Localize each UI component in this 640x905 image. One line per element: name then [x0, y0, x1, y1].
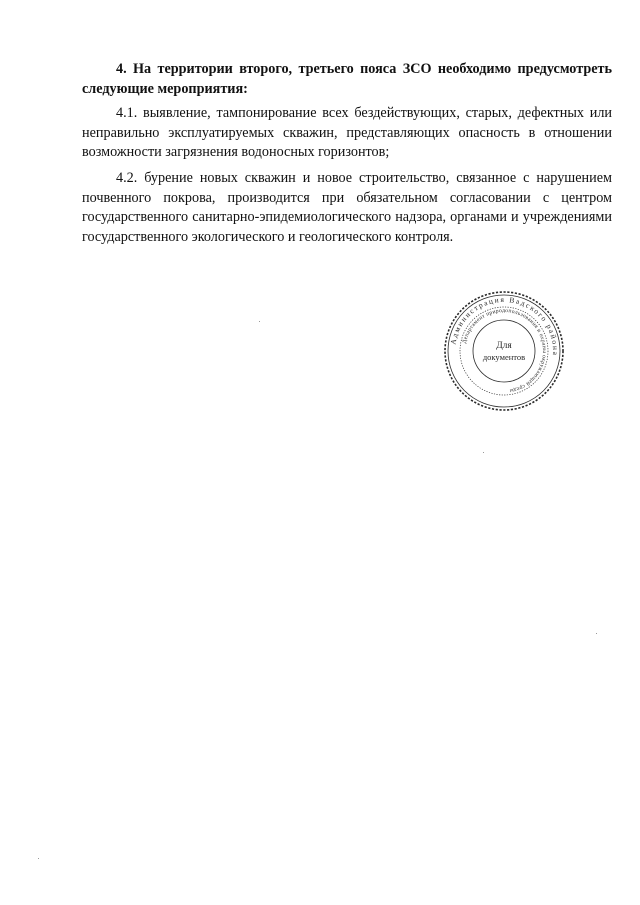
stamp-center-line-2: документов	[482, 352, 526, 362]
item-4-2: 4.2. бурение новых скважин и новое строительство, связанное с нарушением почвенного покрова, производится при обязательном согласовании с центром государственного санитарно-эпидемиологического надзора, органами и учреждениями государственного экологического и геологического контроля.	[82, 169, 612, 245]
section-heading: 4. На территории второго, третьего пояса ЗСО необходимо предусмотреть следующие мероприятия:	[82, 61, 612, 97]
speck	[38, 858, 39, 859]
speck	[483, 452, 484, 453]
speck	[259, 321, 260, 322]
item-4-1: 4.1. выявление, тампонирование всех бездействующих, старых, дефектных или неправильно эксплуатируемых скважин, представляющих опасность в отношении возможности загрязнения водоносных горизонтов;	[82, 105, 612, 161]
official-stamp	[443, 290, 565, 412]
document-body	[82, 60, 612, 253]
speck	[596, 633, 597, 634]
stamp-center-line-1: Для	[496, 341, 512, 351]
stamp-outer-text: Администрация Вадского района	[448, 294, 561, 357]
stamp-inner-text: Департамент природопользования и охраны окружающей среды	[461, 307, 548, 394]
